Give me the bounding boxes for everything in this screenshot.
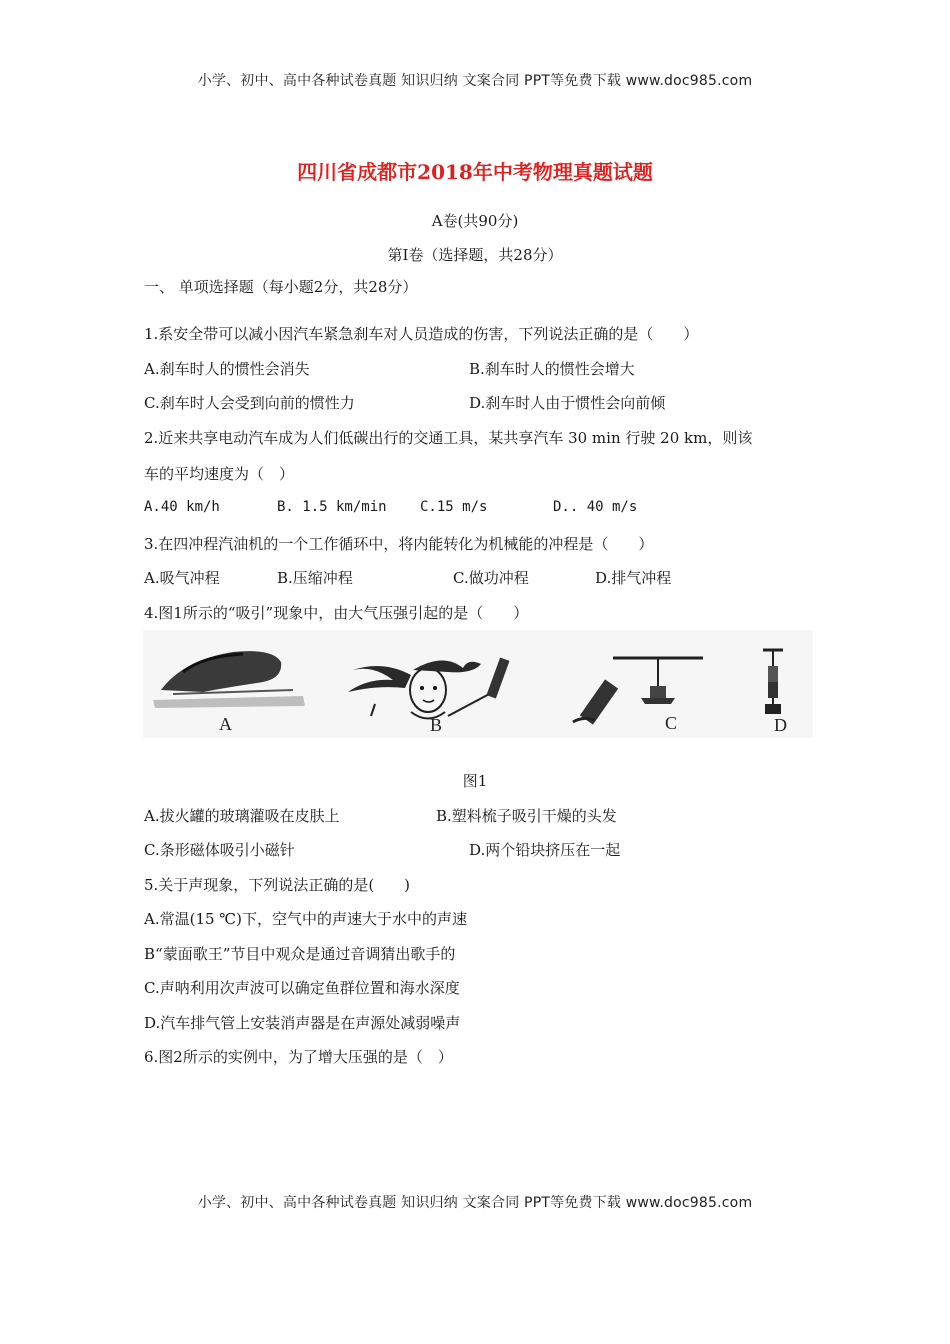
q2-option-b: B. 1.5 km/min (277, 499, 387, 515)
q3-option-c: C.做功冲程 (453, 569, 529, 587)
page-header: 小学、初中、高中各种试卷真题 知识归纳 文案合同 PPT等免费下载 www.doc985.com (197, 73, 753, 89)
q3-stem: 3.在四冲程汽油机的一个工作循环中，将内能转化为机械能的冲程是（ ） (144, 535, 654, 553)
q1-option-b: B.刹车时人的惯性会增大 (469, 360, 635, 378)
q5-stem: 5.关于声现象，下列说法正确的是( ) (144, 876, 411, 894)
q4-option-d: D.两个铅块挤压在一起 (469, 841, 621, 859)
q4-option-c: C.条形磁体吸引小磁针 (144, 841, 295, 859)
figure-1-label-b: B (430, 715, 443, 735)
q5-option-d: D.汽车排气管上安装消声器是在声源处减弱噪声 (144, 1014, 461, 1032)
q1-stem: 1.系安全带可以减小因汽车紧急刹车对人员造成的伤害，下列说法正确的是（ ） (144, 325, 699, 343)
q1-option-d: D.刹车时人由于惯性会向前倾 (469, 394, 666, 412)
figure-1-label-a: A (219, 714, 232, 734)
q3-option-b: B.压缩冲程 (277, 569, 353, 587)
q6-stem: 6.图2所示的实例中，为了增大压强的是（ ） (144, 1048, 453, 1066)
q4-option-b: B.塑料梳子吸引干燥的头发 (436, 807, 617, 825)
q3-option-a: A.吸气冲程 (144, 569, 220, 587)
figure-1-label-c: C (665, 713, 678, 733)
figure-1-panel-c (573, 658, 703, 725)
q2-stem-line1: 2.近来共享电动汽车成为人们低碳出行的交通工具，某共享汽车 30 min 行驶 20 km，则该 (144, 429, 753, 447)
page-footer: 小学、初中、高中各种试卷真题 知识归纳 文案合同 PPT等免费下载 www.doc985.com (197, 1195, 753, 1211)
q4-option-a: A.拔火罐的玻璃灌吸在皮肤上 (144, 807, 340, 825)
part1-heading: 第Ⅰ卷（选择题，共28分） (387, 246, 563, 264)
q2-option-c: C.15 m/s (420, 499, 488, 515)
q2-option-a: A.40 km/h (144, 499, 220, 515)
section-a-heading: A卷(共90分) (431, 212, 519, 230)
page-title: 四川省成都市2018年中考物理真题试题 (297, 160, 653, 184)
q5-option-a: A.常温(15 ℃)下，空气中的声速大于水中的声速 (144, 910, 467, 928)
q1-option-a: A.刹车时人的惯性会消失 (144, 360, 310, 378)
q4-stem: 4.图1所示的“吸引”现象中，由大气压强引起的是（ ） (144, 604, 529, 622)
figure-1-panel-b (348, 657, 510, 718)
figure-1-label-d: D (774, 715, 787, 735)
figure-1 (143, 630, 813, 738)
q2-stem-line2: 车的平均速度为（ ） (144, 465, 295, 483)
q5-option-c: C.声呐利用次声波可以确定鱼群位置和海水深度 (144, 979, 460, 997)
figure-1-caption: 图1 (462, 772, 488, 790)
q1-option-c: C.刹车时人会受到向前的惯性力 (144, 394, 355, 412)
figure-1-panel-a (153, 651, 305, 708)
q3-option-d: D.排气冲程 (595, 569, 672, 587)
figure-1-panel-d (763, 650, 783, 714)
single-choice-heading: 一、 单项选择题（每小题2分，共28分） (144, 278, 418, 296)
q5-option-b: B“蒙面歌王”节目中观众是通过音调猜出歌手的 (144, 945, 456, 963)
q2-option-d: D.. 40 m/s (553, 499, 638, 515)
